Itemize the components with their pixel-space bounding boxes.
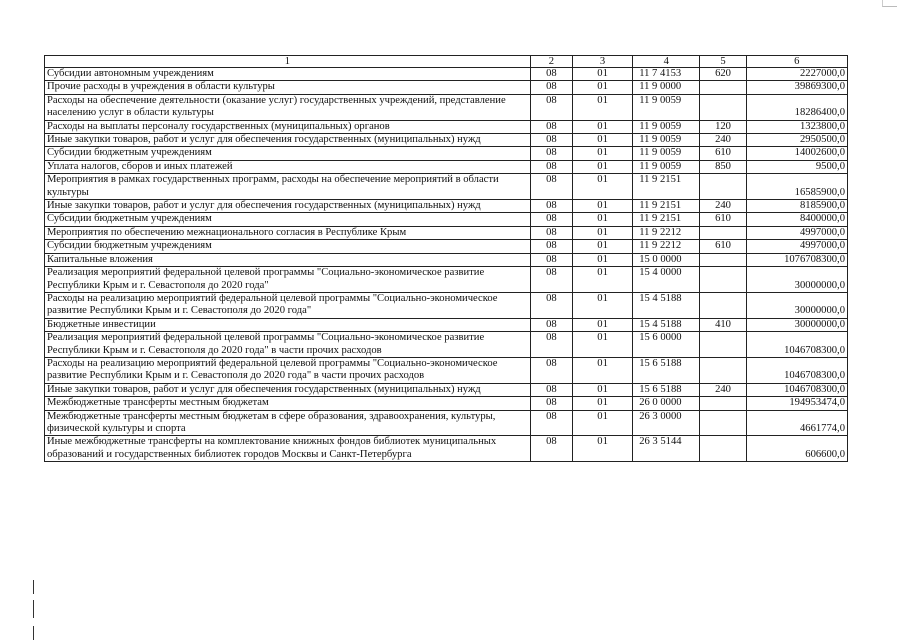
table-row [45,200,848,213]
row-expense-type [700,332,746,358]
row-name: Расходы на реализацию мероприятий федеральной целевой программы "Социально-экономическое развитие Республики Крым и г. Севастополя до 2020 года" в части прочих расходов [45,357,531,383]
table-row [45,213,848,226]
row-amount: 30000000,0 [746,318,847,331]
row-expense-type: 850 [700,160,746,173]
row-expense-type: 240 [700,200,746,213]
row-subsection: 01 [572,383,632,396]
row-name: Иные межбюджетные трансферты на комплектование книжных фондов библиотек муниципальных образований и государственных библиотек городов Москвы и Санкт-Петербурга [45,436,531,462]
row-name: Межбюджетные трансферты местным бюджетам [45,397,531,410]
row-name: Реализация мероприятий федеральной целевой программы "Социально-экономическое развитие Республики Крым и г. Севастополя до 2020 года" [45,267,531,293]
column-number-2: 2 [530,56,572,68]
row-expense-type [700,267,746,293]
row-expense-type [700,226,746,239]
row-expense-type: 620 [700,68,746,81]
row-amount: 8185900,0 [746,200,847,213]
row-target-article: 15 4 5188 [633,292,700,318]
row-target-article: 15 6 0000 [633,332,700,358]
row-name: Субсидии бюджетным учреждениям [45,213,531,226]
row-name: Расходы на выплаты персоналу государственных (муниципальных) органов [45,120,531,133]
row-section: 08 [530,81,572,94]
row-name: Иные закупки товаров, работ и услуг для обеспечения государственных (муниципальных) нужд [45,134,531,147]
row-target-article: 15 6 5188 [633,383,700,396]
row-subsection: 01 [572,240,632,253]
row-amount: 9500,0 [746,160,847,173]
row-amount: 1046708300,0 [746,332,847,358]
row-section: 08 [530,68,572,81]
row-amount: 1323800,0 [746,120,847,133]
scan-corner-mark [882,0,897,7]
row-name: Субсидии бюджетным учреждениям [45,147,531,160]
margin-mark [33,600,34,618]
row-amount: 8400000,0 [746,213,847,226]
row-section: 08 [530,332,572,358]
row-section: 08 [530,213,572,226]
row-subsection: 01 [572,226,632,239]
table-row [45,160,848,173]
row-name: Капитальные вложения [45,253,531,266]
column-number-row [45,56,848,68]
row-amount: 30000000,0 [746,267,847,293]
table-row [45,240,848,253]
row-section: 08 [530,160,572,173]
budget-table [44,55,848,462]
row-amount: 4661774,0 [746,410,847,436]
column-number-4: 4 [633,56,700,68]
row-name: Реализация мероприятий федеральной целевой программы "Социально-экономическое развитие Республики Крым и г. Севастополя до 2020 года" в части прочих расходов [45,332,531,358]
row-expense-type [700,94,746,120]
table-row [45,318,848,331]
row-subsection: 01 [572,68,632,81]
row-section: 08 [530,397,572,410]
row-target-article: 11 9 0059 [633,160,700,173]
row-section: 08 [530,292,572,318]
row-section: 08 [530,120,572,133]
row-name: Субсидии автономным учреждениям [45,68,531,81]
row-amount: 194953474,0 [746,397,847,410]
row-target-article: 26 3 5144 [633,436,700,462]
row-target-article: 15 4 0000 [633,267,700,293]
row-subsection: 01 [572,134,632,147]
row-amount: 1046708300,0 [746,383,847,396]
table-row [45,410,848,436]
row-section: 08 [530,410,572,436]
row-amount: 16585900,0 [746,174,847,200]
row-amount: 4997000,0 [746,240,847,253]
row-subsection: 01 [572,160,632,173]
row-target-article: 11 9 0059 [633,147,700,160]
row-expense-type [700,292,746,318]
table-row [45,147,848,160]
table-row [45,120,848,133]
row-subsection: 01 [572,147,632,160]
table-row [45,397,848,410]
row-expense-type [700,436,746,462]
margin-mark [33,626,34,640]
row-amount: 4997000,0 [746,226,847,239]
row-amount: 2950500,0 [746,134,847,147]
row-expense-type: 120 [700,120,746,133]
row-target-article: 26 3 0000 [633,410,700,436]
row-target-article: 11 7 4153 [633,68,700,81]
row-subsection: 01 [572,200,632,213]
row-section: 08 [530,436,572,462]
row-amount: 1046708300,0 [746,357,847,383]
column-number-3: 3 [572,56,632,68]
row-name: Уплата налогов, сборов и иных платежей [45,160,531,173]
row-name: Бюджетные инвестиции [45,318,531,331]
row-subsection: 01 [572,120,632,133]
row-subsection: 01 [572,292,632,318]
row-name: Межбюджетные трансферты местным бюджетам в сфере образования, здравоохранения, культуры, физической культуры и спорта [45,410,531,436]
row-target-article: 11 9 0000 [633,81,700,94]
row-expense-type: 240 [700,383,746,396]
column-number-5: 5 [700,56,746,68]
row-section: 08 [530,383,572,396]
row-section: 08 [530,318,572,331]
row-name: Расходы на реализацию мероприятий федеральной целевой программы "Социально-экономическое развитие Республики Крым и г. Севастополя до 2020 года" [45,292,531,318]
table-row [45,94,848,120]
row-name: Иные закупки товаров, работ и услуг для обеспечения государственных (муниципальных) нужд [45,200,531,213]
row-target-article: 26 0 0000 [633,397,700,410]
row-subsection: 01 [572,174,632,200]
table-row [45,68,848,81]
row-section: 08 [530,94,572,120]
row-section: 08 [530,357,572,383]
row-subsection: 01 [572,213,632,226]
row-expense-type [700,357,746,383]
row-subsection: 01 [572,267,632,293]
row-target-article: 11 9 2151 [633,200,700,213]
row-amount: 30000000,0 [746,292,847,318]
table-row [45,332,848,358]
row-subsection: 01 [572,81,632,94]
row-name: Иные закупки товаров, работ и услуг для обеспечения государственных (муниципальных) нужд [45,383,531,396]
table-row [45,174,848,200]
table-row [45,134,848,147]
row-amount: 39869300,0 [746,81,847,94]
row-target-article: 11 9 0059 [633,134,700,147]
table-row [45,226,848,239]
row-section: 08 [530,147,572,160]
row-name: Мероприятия в рамках государственных программ, расходы на обеспечение мероприятий в области культуры [45,174,531,200]
row-expense-type [700,174,746,200]
row-target-article: 15 4 5188 [633,318,700,331]
row-target-article: 11 9 0059 [633,120,700,133]
row-target-article: 15 6 5188 [633,357,700,383]
row-subsection: 01 [572,332,632,358]
row-name: Субсидии бюджетным учреждениям [45,240,531,253]
row-name: Расходы на обеспечение деятельности (оказание услуг) государственных учреждений, представление населению услуг в области культуры [45,94,531,120]
row-subsection: 01 [572,357,632,383]
column-number-1: 1 [45,56,531,68]
row-section: 08 [530,253,572,266]
table-row [45,267,848,293]
row-expense-type: 610 [700,240,746,253]
row-target-article: 15 0 0000 [633,253,700,266]
row-subsection: 01 [572,397,632,410]
row-expense-type: 410 [700,318,746,331]
row-name: Мероприятия по обеспечению межнационального согласия в Республике Крым [45,226,531,239]
margin-mark [33,580,34,594]
row-amount: 18286400,0 [746,94,847,120]
row-expense-type [700,410,746,436]
table-row [45,81,848,94]
row-amount: 1076708300,0 [746,253,847,266]
row-section: 08 [530,134,572,147]
table-row [45,292,848,318]
row-expense-type: 240 [700,134,746,147]
row-target-article: 11 9 2151 [633,174,700,200]
row-subsection: 01 [572,94,632,120]
row-target-article: 11 9 2212 [633,226,700,239]
row-section: 08 [530,240,572,253]
row-expense-type [700,81,746,94]
row-subsection: 01 [572,318,632,331]
table-row [45,253,848,266]
row-amount: 14002600,0 [746,147,847,160]
row-expense-type [700,253,746,266]
table-row [45,436,848,462]
row-amount: 606600,0 [746,436,847,462]
row-target-article: 11 9 2212 [633,240,700,253]
row-section: 08 [530,200,572,213]
row-name: Прочие расходы в учреждения в области культуры [45,81,531,94]
row-section: 08 [530,267,572,293]
row-section: 08 [530,226,572,239]
row-amount: 2227000,0 [746,68,847,81]
row-subsection: 01 [572,436,632,462]
budget-table-sheet [44,55,848,462]
row-expense-type [700,397,746,410]
table-row [45,357,848,383]
row-expense-type: 610 [700,213,746,226]
row-subsection: 01 [572,410,632,436]
row-subsection: 01 [572,253,632,266]
row-target-article: 11 9 2151 [633,213,700,226]
row-target-article: 11 9 0059 [633,94,700,120]
table-row [45,383,848,396]
column-number-6: 6 [746,56,847,68]
row-section: 08 [530,174,572,200]
row-expense-type: 610 [700,147,746,160]
